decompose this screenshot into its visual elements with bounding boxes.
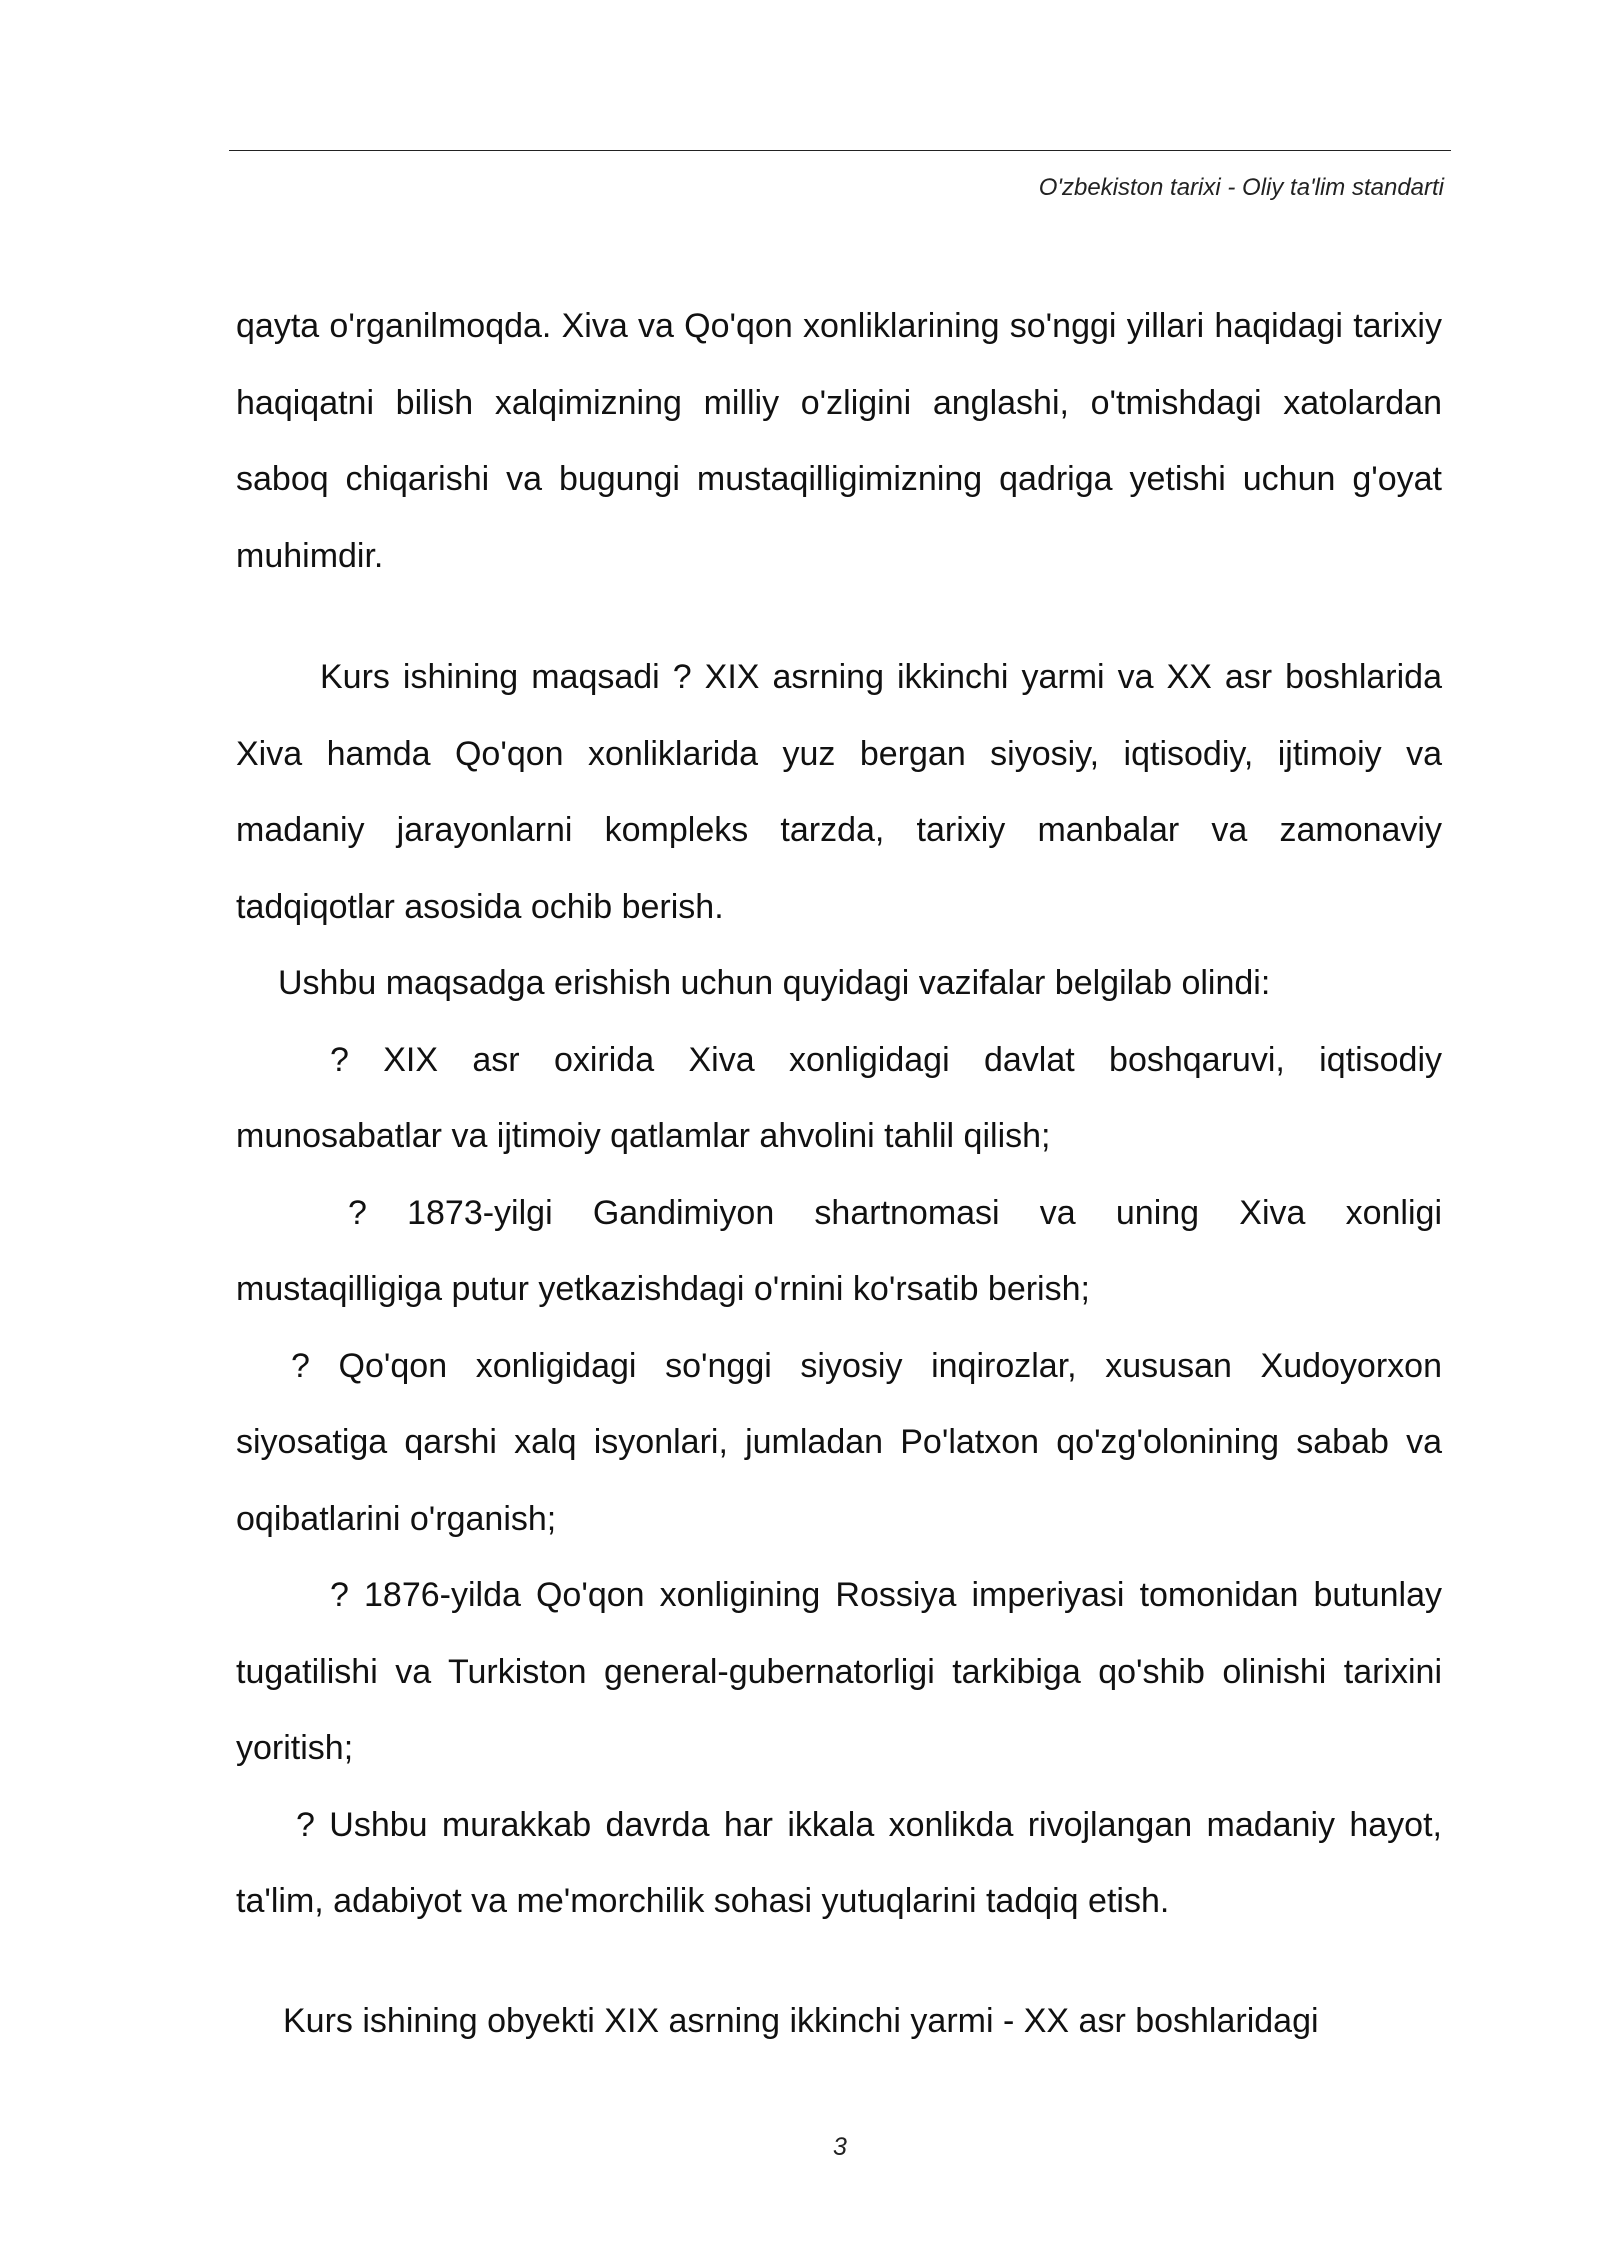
- task-item-1: ? XIX asr oxirida Xiva xonligidagi davlat boshqaruvi, iqtisodiy munosabatlar va ijtimoiy qatlamlar ahvolini tahlil qilish;: [236, 1040, 1442, 1155]
- paragraph-intro-continuation: qayta o'rganilmoqda. Xiva va Qo'qon xonliklarining so'nggi yillari haqidagi tarixiy haqiqatni bilish xalqimizning milliy o'zligini anglashi, o'tmishdagi xatolardan saboq chiqarishi va bugungi mustaqilligimizning qadriga yetishi uchun g'oyat muhimdir.: [236, 307, 1442, 575]
- paragraph-gap: [236, 594, 1442, 639]
- paragraph-course-object: Kurs ishining obyekti XIX asrning ikkinchi yarmi - XX asr boshlaridagi: [283, 2001, 1319, 2040]
- paragraph-gap: [236, 1940, 1442, 1983]
- task-item-2: ? 1873-yilgi Gandimiyon shartnomasi va uning Xiva xonligi mustaqilligiga putur yetkazishdagi o'rnini ko'rsatib berish;: [236, 1193, 1442, 1308]
- task-item-4: ? 1876-yilda Qo'qon xonligining Rossiya imperiyasi tomonidan butunlay tugatilishi va Turkiston general-gubernatorligi tarkibiga qo'shib olinishi tarixini yoritish;: [236, 1576, 1442, 1767]
- document-body: [236, 288, 1442, 2059]
- paragraph-course-goal: Kurs ishining maqsadi ? XIX asrning ikkinchi yarmi va XX asr boshlarida Xiva hamda Qo'qon xonliklarida yuz bergan siyosiy, iqtisodiy, ijtimoiy va madaniy jarayonlarni kompleks tarzda, tarixiy manbalar va zamonaviy tadqiqotlar asosida ochib berish.: [236, 658, 1442, 926]
- header-rule: [229, 150, 1451, 151]
- paragraph-tasks-intro: Ushbu maqsadga erishish uchun quyidagi vazifalar belgilab olindi:: [278, 964, 1271, 1002]
- task-item-3: ? Qo'qon xonligidagi so'nggi siyosiy inqirozlar, xususan Xudoyorxon siyosatiga qarshi xalq isyonlari, jumladan Po'latxon qo'zg'olonining sabab va oqibatlarini o'rganish;: [236, 1346, 1442, 1538]
- task-item-5: ? Ushbu murakkab davrda har ikkala xonlikda rivojlangan madaniy hayot, ta'lim, adabiyot va me'morchilik sohasi yutuqlarini tadqiq etish.: [236, 1805, 1442, 1920]
- running-header: O'zbekiston tarixi - Oliy ta'lim standarti: [1038, 174, 1444, 201]
- page-number: 3: [833, 2133, 847, 2161]
